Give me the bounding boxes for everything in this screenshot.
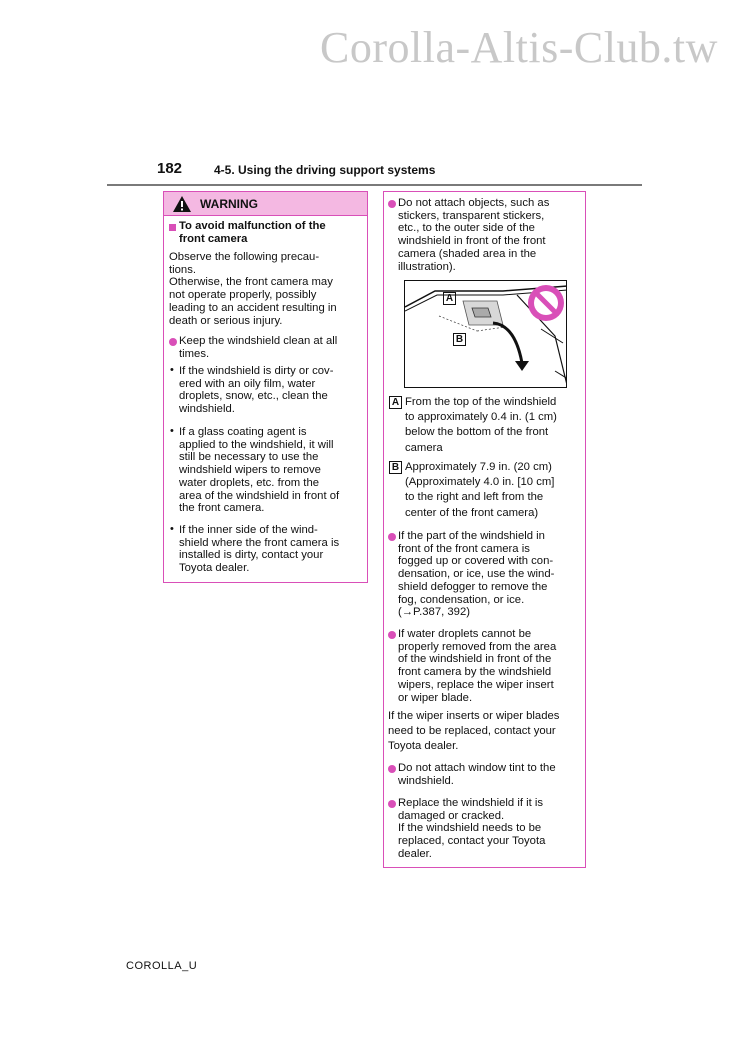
text-line: to the right and left from the bbox=[405, 491, 544, 504]
circle-bullet-icon bbox=[388, 533, 396, 541]
text-line: densation, or ice, use the wind- bbox=[398, 568, 555, 581]
text-line: Toyota dealer. bbox=[179, 562, 250, 575]
text-line: below the bottom of the front bbox=[405, 426, 549, 439]
text-line: camera bbox=[405, 441, 443, 454]
sub-item-dirty bbox=[179, 365, 333, 416]
page-reference-link[interactable]: (→P.387, 392) bbox=[398, 606, 471, 619]
text-line: camera (shaded area in the bbox=[398, 247, 537, 260]
text-line: damaged or cracked. bbox=[398, 809, 505, 822]
heading-line: To avoid malfunction of the bbox=[179, 220, 326, 232]
text-line: If the part of the windshield in bbox=[398, 530, 545, 542]
text-line: If the inner side of the wind- bbox=[179, 524, 318, 536]
text-line: leading to an accident resulting in bbox=[169, 301, 337, 314]
text-line: windshield in front of the front bbox=[398, 235, 546, 248]
text-line: Keep the windshield clean at all bbox=[179, 335, 338, 347]
text-line: to approximately 0.4 in. (1 cm) bbox=[405, 411, 557, 424]
label-a-box: A bbox=[443, 292, 456, 305]
text-line: windshield wipers to remove bbox=[179, 464, 321, 477]
watermark: Corolla-Altis-Club.tw bbox=[320, 23, 718, 72]
text-line: windshield. bbox=[179, 403, 235, 416]
text-line: Otherwise, the front camera may bbox=[169, 276, 333, 289]
text-line: stickers, transparent stickers, bbox=[398, 209, 545, 222]
text-line: shield defogger to remove the bbox=[398, 580, 548, 593]
circle-bullet-icon bbox=[388, 200, 396, 208]
text-line: If the windshield is dirty or cov- bbox=[179, 365, 334, 377]
text-line: shield where the front camera is bbox=[179, 536, 340, 549]
sub-item-inner-side bbox=[179, 524, 339, 575]
circle-bullet-icon bbox=[388, 765, 396, 773]
label-a-box: A bbox=[389, 396, 402, 409]
text-line: wipers, replace the wiper insert bbox=[398, 678, 554, 691]
text-line: Do not attach window tint to the bbox=[398, 762, 556, 774]
windshield-diagram bbox=[405, 281, 567, 388]
text-line: fog, condensation, or ice. bbox=[398, 593, 525, 606]
text-line: installed is dirty, contact your bbox=[179, 549, 324, 562]
window-tint-item bbox=[398, 762, 556, 787]
text-line: dealer. bbox=[398, 847, 432, 860]
text-line: If water droplets cannot be bbox=[398, 628, 532, 640]
text-line: Approximately 7.9 in. (20 cm) bbox=[405, 461, 552, 473]
text-line: Observe the following precau- bbox=[169, 251, 320, 263]
text-line: or wiper blade. bbox=[398, 691, 473, 704]
windshield-camera-illustration bbox=[404, 280, 567, 388]
bullet-point-icon: • bbox=[170, 523, 174, 535]
text-line: etc., to the outer side of the bbox=[398, 222, 535, 235]
square-bullet-icon bbox=[169, 224, 176, 231]
warning-box bbox=[163, 191, 368, 583]
page-number: 182 bbox=[157, 160, 183, 177]
text-line: fogged up or covered with con- bbox=[398, 555, 554, 568]
text-line: From the top of the windshield bbox=[405, 396, 557, 408]
text-line: water droplets, etc. from the bbox=[179, 476, 320, 489]
text-line: times. bbox=[179, 347, 210, 360]
text-line: tions. bbox=[169, 263, 197, 276]
text-line: need to be replaced, contact your bbox=[388, 725, 556, 738]
text-line: (Approximately 4.0 in. [10 cm] bbox=[405, 476, 555, 489]
text-line: applied to the windshield, it will bbox=[179, 438, 334, 451]
sub-item-coating bbox=[179, 426, 339, 515]
attach-objects-item bbox=[398, 197, 549, 273]
heading-line: front camera bbox=[179, 232, 248, 245]
water-droplets-item bbox=[398, 628, 556, 704]
text-line: Replace the windshield if it is bbox=[398, 797, 544, 809]
text-line: area of the windshield in front of bbox=[179, 489, 340, 502]
circle-bullet-icon bbox=[388, 800, 396, 808]
wiper-note bbox=[388, 709, 559, 755]
page-header bbox=[107, 160, 642, 186]
footer-model-code: COROLLA_U bbox=[126, 960, 198, 972]
bullet-point-icon: • bbox=[170, 425, 174, 437]
text-line: the front camera. bbox=[179, 502, 265, 515]
text-line: Do not attach objects, such as bbox=[398, 197, 550, 209]
fogged-item bbox=[398, 530, 554, 619]
warning-heading bbox=[179, 220, 326, 245]
text-line: properly removed from the area bbox=[398, 640, 557, 653]
description-b bbox=[405, 460, 554, 521]
circle-bullet-icon bbox=[388, 631, 396, 639]
text-line: of the windshield in front of the bbox=[398, 653, 552, 666]
text-line: not operate properly, possibly bbox=[169, 289, 317, 302]
warning-intro bbox=[169, 251, 337, 327]
text-line: droplets, snow, etc., clean the bbox=[179, 390, 328, 403]
replace-windshield-item bbox=[398, 797, 545, 861]
text-line: center of the front camera) bbox=[405, 506, 539, 519]
text-line: If a glass coating agent is bbox=[179, 426, 307, 438]
text-line: windshield. bbox=[398, 774, 454, 787]
text-line: illustration). bbox=[398, 260, 456, 273]
text-line: replaced, contact your Toyota bbox=[398, 835, 546, 848]
label-b-box: B bbox=[453, 333, 466, 346]
text-line: ered with an oily film, water bbox=[179, 377, 316, 390]
label-b-box: B bbox=[389, 461, 402, 474]
text-line: If the wiper inserts or wiper blades bbox=[388, 710, 560, 722]
text-line: death or serious injury. bbox=[169, 314, 283, 327]
bullet-point-icon: • bbox=[170, 364, 174, 376]
warning-box-continued bbox=[383, 191, 586, 868]
text-line: Toyota dealer. bbox=[388, 740, 459, 753]
text-line: still be necessary to use the bbox=[179, 451, 319, 464]
warning-label: WARNING bbox=[200, 196, 258, 211]
keep-clean-item bbox=[179, 335, 337, 360]
section-title: 4-5. Using the driving support systems bbox=[214, 163, 436, 177]
text-line: front of the front camera is bbox=[398, 542, 530, 555]
warning-icon bbox=[172, 195, 192, 213]
text-line: front camera by the windshield bbox=[398, 666, 552, 679]
text-line: If the windshield needs to be bbox=[398, 822, 542, 835]
circle-bullet-icon bbox=[169, 338, 177, 346]
warning-bar bbox=[164, 192, 367, 216]
description-a bbox=[405, 395, 557, 456]
